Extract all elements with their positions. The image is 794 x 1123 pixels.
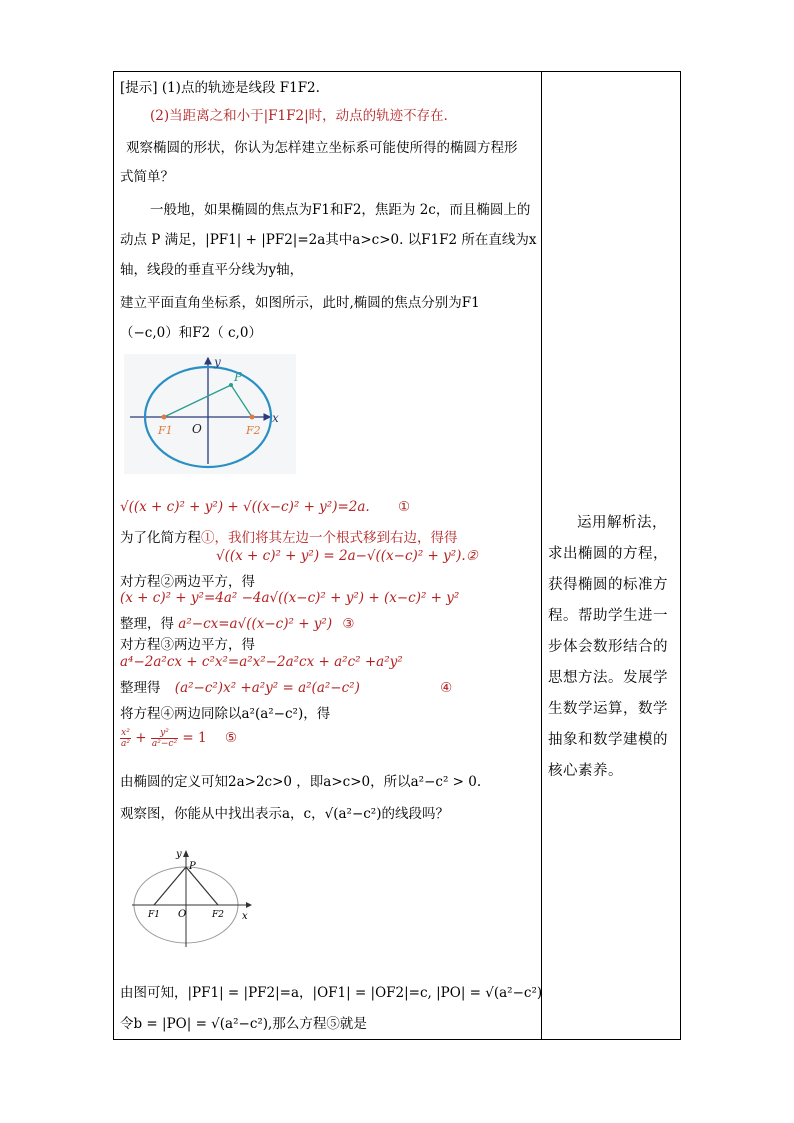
ellipse-figure — [124, 354, 296, 474]
focus-f2-dot — [250, 415, 255, 420]
step-6: 将方程④两边同除以a²(a²−c²)，得 — [120, 706, 331, 722]
step-3: 整理，得 a²−cx=a√((x−c)² + y²) ③ — [120, 616, 355, 632]
design-intent-text: 运用解析法，求出椭圆的方程，获得椭圆的标准方程。帮助学生进一步体会数形结合的思想方法。发展学生数学运算，数学抽象和数学建模的核心素养。 — [548, 515, 668, 779]
label-f2: F2 — [212, 910, 224, 920]
point-p-dot — [229, 383, 233, 387]
question-line-2: 式简单？ — [120, 169, 174, 185]
label-f1: F1 — [158, 424, 173, 437]
label-o: O — [178, 909, 187, 920]
equation-4: a⁴−2a²cx + c²x²=a²x²−2a²cx + a²c² +a²y² — [120, 654, 403, 670]
label-x: x — [242, 911, 248, 922]
focus-f1-dot — [162, 415, 167, 420]
hint-line-1: [提示] (1)点的轨迹是线段 F1F2. — [120, 80, 320, 96]
step-8: 观察图，你能从中找出表示a，c，√(a²−c²)的线段吗？ — [120, 806, 449, 822]
paragraph1-line-1: 一般地，如果椭圆的焦点为F1和F2，焦距为 2c，而且椭圆上的 — [150, 202, 531, 218]
segment-pf1 — [164, 385, 231, 417]
label-f1: F1 — [148, 910, 160, 920]
step-2: 对方程②两边平方，得 — [120, 574, 255, 590]
paragraph1-line-2: 动点 P 满足，|PF1| + |PF2|=2a其中a>c>0. 以F1F2 所在直线为x — [120, 232, 537, 248]
label-y: y — [214, 355, 221, 369]
equation-2: √((x + c)² + y²) = 2a−√((x−c)² + y²).② — [216, 548, 478, 564]
segment-pf2 — [231, 385, 252, 417]
equation-5: $\frac{\text{x²}}{\text{a²}}$ + $\frac{\text{y²}}{\text{a²−c²}}$ = 1 ⑤ — [121, 728, 237, 749]
step-5: 整理得 (a²−c²)x² +a²y² = a²(a²−c²) ④ — [120, 680, 453, 696]
label-y: y — [176, 849, 182, 860]
conclusion-1: 由图可知，|PF1| = |PF2|=a，|OF1| = |OF2|=c, |PO| = √(a²−c²) — [120, 985, 543, 1001]
step-7: 由椭圆的定义可知2a>2c>0 ，即a>c>0，所以a²−c² > 0. — [120, 774, 482, 790]
step-1: 为了化简方程①，我们将其左边一个根式移到右边，得得 — [120, 530, 458, 546]
paragraph2-line-2: （−c,0）和F2（ c,0） — [120, 325, 262, 341]
equation-3: (x + c)² + y²=4a² −4a√((x−c)² + y²) + (x−c)² + y² — [120, 590, 460, 606]
paragraph1-line-3: 轴，线段的垂直平分线为y轴， — [120, 262, 304, 278]
column-divider — [541, 72, 542, 1039]
equation-1: √((x + c)² + y²) + √((x−c)² + y²)=2a. ① — [120, 499, 411, 515]
design-intent-column — [548, 508, 674, 787]
conclusion-2: 令b = |PO| = √(a²−c²),那么方程⑤就是 — [120, 1016, 367, 1032]
label-x: x — [272, 411, 279, 425]
question-line-1: 观察椭圆的形状，你认为怎样建立坐标系可能使所得的椭圆方程形 — [126, 140, 518, 156]
ellipse-segment-figure — [130, 847, 254, 951]
hint-line-2: (2)当距离之和小于|F1F2|时，动点的轨迹不存在． — [150, 108, 458, 124]
step-4: 对方程③两边平方，得 — [120, 637, 255, 653]
paragraph2-line-1: 建立平面直角坐标系，如图所示，此时,椭圆的焦点分别为F1 — [120, 295, 480, 311]
label-p: P — [189, 861, 196, 872]
label-p: P — [234, 370, 243, 384]
label-f2: F2 — [246, 424, 261, 437]
lesson-table — [113, 71, 681, 1040]
label-o: O — [192, 422, 202, 436]
